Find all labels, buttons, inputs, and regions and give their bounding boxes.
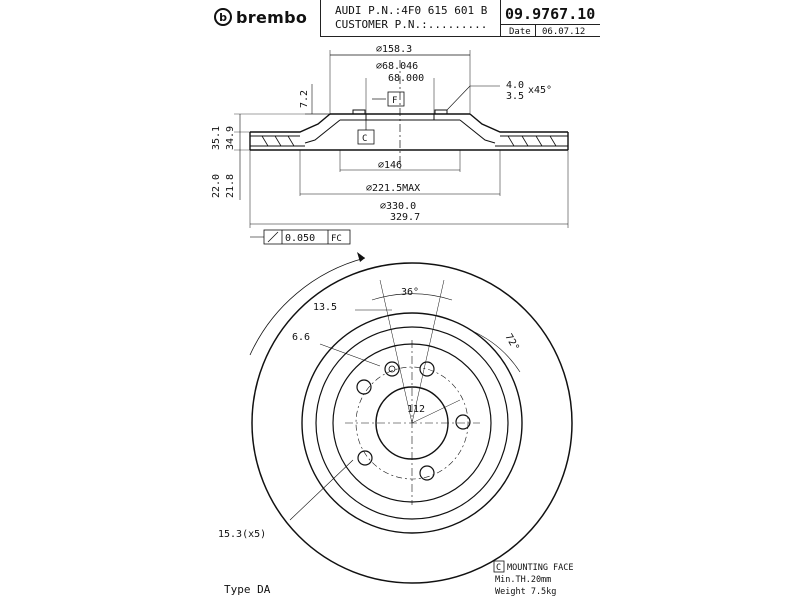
dim-7-2: 7.2 — [299, 89, 310, 108]
dim-35-1: 35.1 — [211, 125, 222, 150]
dim-6-6: 6.6 — [292, 332, 311, 343]
dim-72: 72° — [502, 332, 521, 354]
dim-330-max: ⌀330.0 — [380, 201, 417, 212]
chamfer-a: 4.0 — [506, 80, 525, 91]
mounting-face-note: MOUNTING FACE — [507, 563, 574, 573]
dim-13-5: 13.5 — [313, 302, 338, 313]
dim-330-min: 329.7 — [390, 212, 421, 223]
dim-221: ⌀221.5MAX — [366, 183, 421, 194]
dim-21-8: 21.8 — [225, 173, 236, 198]
oem-part-number: AUDI P.N.:4F0 615 601 B — [335, 4, 488, 17]
dim-68-min: 68.000 — [388, 73, 425, 84]
dim-34-9: 34.9 — [225, 125, 236, 150]
mounting-box-label: C — [496, 563, 502, 573]
type-label: Type DA — [224, 583, 271, 596]
brembo-logo-icon: b — [214, 8, 232, 26]
dim-146: ⌀146 — [378, 160, 403, 171]
bolt-hole — [420, 362, 434, 376]
part-number: 09.9767.10 — [505, 5, 596, 23]
runout-datum: FC — [331, 234, 342, 244]
min-thickness-note: Min.TH.20mm — [495, 575, 552, 585]
chamfer-angle: x45° — [528, 85, 553, 96]
dim-158: ⌀158.3 — [376, 44, 413, 55]
angle-36: 36° — [401, 287, 420, 298]
brand-name: brembo — [236, 7, 308, 27]
runout-value: 0.050 — [285, 233, 316, 244]
dim-22-0: 22.0 — [211, 173, 222, 198]
date-label: Date — [509, 27, 531, 37]
datum-f: F — [392, 96, 398, 106]
bolt-holes — [357, 362, 470, 480]
disc-face-view — [250, 252, 572, 583]
holes-note: 15.3(x5) — [218, 529, 267, 540]
chamfer-b: 3.5 — [506, 91, 525, 102]
dim-112: 112 — [407, 404, 426, 415]
date-value: 06.07.12 — [542, 27, 586, 37]
datum-c: C — [362, 134, 368, 144]
dim-68-max: ⌀68.046 — [376, 61, 419, 72]
bolt-hole — [420, 466, 434, 480]
customer-part-number: CUSTOMER P.N.:......... — [335, 18, 488, 31]
weight-note: Weight 7.5kg — [495, 587, 557, 597]
